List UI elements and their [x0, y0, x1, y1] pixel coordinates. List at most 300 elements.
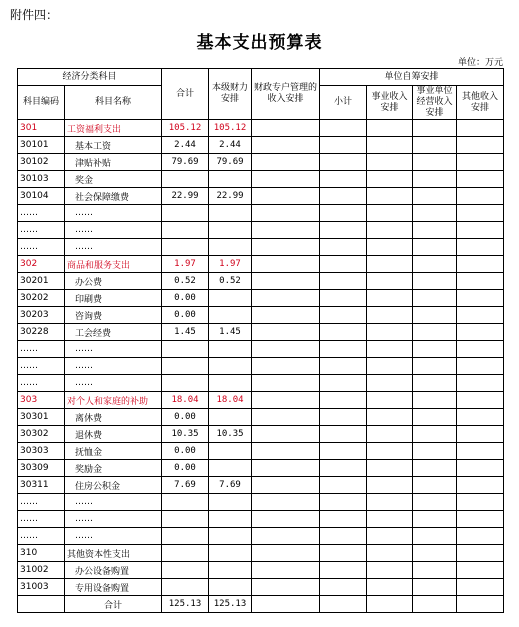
cell-other-income — [457, 324, 504, 341]
cell-name: 咨询费 — [65, 307, 162, 324]
cell-code: 30101 — [18, 137, 65, 154]
cell-own-finance — [209, 579, 252, 596]
cell-business-income — [367, 494, 413, 511]
cell-operation-income — [413, 154, 457, 171]
cell-code: …… — [18, 528, 65, 545]
cell-operation-income — [413, 443, 457, 460]
cell-own-finance — [209, 545, 252, 562]
cell-subtotal — [320, 528, 367, 545]
cell-other-income — [457, 494, 504, 511]
cell-operation-income — [413, 120, 457, 137]
cell-business-income — [367, 120, 413, 137]
cell-code: 302 — [18, 256, 65, 273]
cell-subtotal — [320, 205, 367, 222]
cell-operation-income — [413, 273, 457, 290]
cell-operation-income — [413, 511, 457, 528]
header-other-income: 其他收入安排 — [457, 86, 504, 120]
cell-subtotal — [320, 256, 367, 273]
cell-code: 30203 — [18, 307, 65, 324]
table-row — [18, 341, 504, 358]
cell-business-income — [367, 528, 413, 545]
cell-total: 2.44 — [162, 137, 209, 154]
cell-own-finance — [209, 205, 252, 222]
cell-subtotal — [320, 307, 367, 324]
cell-code: 30302 — [18, 426, 65, 443]
cell-fiscal-special — [252, 154, 320, 171]
cell-total: 10.35 — [162, 426, 209, 443]
table-row — [18, 392, 504, 409]
header-business-income: 事业收入安排 — [367, 86, 413, 120]
cell-subtotal — [320, 392, 367, 409]
header-subtotal: 小计 — [320, 86, 367, 120]
cell-total: 7.69 — [162, 477, 209, 494]
cell-name: 印刷费 — [65, 290, 162, 307]
cell-name: …… — [65, 205, 162, 222]
table-row — [18, 596, 504, 613]
cell-subtotal — [320, 460, 367, 477]
cell-subtotal — [320, 188, 367, 205]
cell-name: 办公费 — [65, 273, 162, 290]
cell-own-finance: 105.12 — [209, 120, 252, 137]
cell-business-income — [367, 239, 413, 256]
cell-subtotal — [320, 511, 367, 528]
cell-name: 基本工资 — [65, 137, 162, 154]
cell-business-income — [367, 222, 413, 239]
cell-code: 30104 — [18, 188, 65, 205]
cell-other-income — [457, 579, 504, 596]
cell-operation-income — [413, 494, 457, 511]
cell-other-income — [457, 358, 504, 375]
cell-business-income — [367, 171, 413, 188]
cell-business-income — [367, 460, 413, 477]
cell-own-finance — [209, 562, 252, 579]
table-row — [18, 375, 504, 392]
cell-name: …… — [65, 222, 162, 239]
cell-subtotal — [320, 358, 367, 375]
cell-operation-income — [413, 188, 457, 205]
cell-subtotal — [320, 545, 367, 562]
cell-business-income — [367, 375, 413, 392]
cell-operation-income — [413, 579, 457, 596]
cell-code: 30102 — [18, 154, 65, 171]
cell-subtotal — [320, 477, 367, 494]
cell-fiscal-special — [252, 358, 320, 375]
cell-operation-income — [413, 528, 457, 545]
cell-fiscal-special — [252, 409, 320, 426]
table-row — [18, 273, 504, 290]
cell-subtotal — [320, 341, 367, 358]
cell-code: 30228 — [18, 324, 65, 341]
cell-own-finance: 18.04 — [209, 392, 252, 409]
cell-total: 125.13 — [162, 596, 209, 613]
cell-own-finance — [209, 409, 252, 426]
table-row — [18, 188, 504, 205]
cell-total: 0.00 — [162, 307, 209, 324]
cell-subtotal — [320, 494, 367, 511]
cell-name: 工会经费 — [65, 324, 162, 341]
page-title: 基本支出预算表 — [196, 33, 323, 53]
cell-name: 退休费 — [65, 426, 162, 443]
cell-total: 0.00 — [162, 409, 209, 426]
cell-fiscal-special — [252, 171, 320, 188]
cell-fiscal-special — [252, 426, 320, 443]
cell-fiscal-special — [252, 443, 320, 460]
cell-business-income — [367, 511, 413, 528]
cell-own-finance: 2.44 — [209, 137, 252, 154]
cell-other-income — [457, 528, 504, 545]
cell-code: 30303 — [18, 443, 65, 460]
cell-other-income — [457, 239, 504, 256]
cell-business-income — [367, 341, 413, 358]
cell-other-income — [457, 154, 504, 171]
cell-total: 1.97 — [162, 256, 209, 273]
cell-name: 办公设备购置 — [65, 562, 162, 579]
table-row — [18, 307, 504, 324]
cell-business-income — [367, 324, 413, 341]
cell-own-finance: 1.97 — [209, 256, 252, 273]
cell-total — [162, 511, 209, 528]
table-row — [18, 409, 504, 426]
cell-other-income — [457, 273, 504, 290]
cell-business-income — [367, 477, 413, 494]
cell-total — [162, 562, 209, 579]
header-econ-class: 经济分类科目 — [18, 69, 162, 86]
cell-business-income — [367, 290, 413, 307]
table-row — [18, 222, 504, 239]
cell-operation-income — [413, 307, 457, 324]
budget-table — [17, 68, 504, 613]
table-row — [18, 477, 504, 494]
table-row — [18, 358, 504, 375]
cell-other-income — [457, 290, 504, 307]
table-row — [18, 528, 504, 545]
header-self-raised: 单位自筹安排 — [320, 69, 504, 86]
cell-total — [162, 528, 209, 545]
cell-other-income — [457, 545, 504, 562]
cell-fiscal-special — [252, 273, 320, 290]
header-name: 科目名称 — [65, 86, 162, 120]
cell-other-income — [457, 443, 504, 460]
cell-fiscal-special — [252, 222, 320, 239]
cell-business-income — [367, 256, 413, 273]
cell-other-income — [457, 222, 504, 239]
cell-subtotal — [320, 120, 367, 137]
cell-other-income — [457, 596, 504, 613]
cell-operation-income — [413, 324, 457, 341]
cell-business-income — [367, 409, 413, 426]
cell-code: 30201 — [18, 273, 65, 290]
cell-name: 对个人和家庭的补助 — [65, 392, 162, 409]
cell-fiscal-special — [252, 256, 320, 273]
cell-total — [162, 358, 209, 375]
cell-business-income — [367, 545, 413, 562]
cell-fiscal-special — [252, 290, 320, 307]
cell-total: 79.69 — [162, 154, 209, 171]
cell-own-finance — [209, 239, 252, 256]
cell-name: …… — [65, 358, 162, 375]
cell-fiscal-special — [252, 511, 320, 528]
cell-subtotal — [320, 273, 367, 290]
cell-subtotal — [320, 443, 367, 460]
cell-fiscal-special — [252, 477, 320, 494]
cell-fiscal-special — [252, 392, 320, 409]
cell-fiscal-special — [252, 375, 320, 392]
table-row — [18, 171, 504, 188]
cell-name: …… — [65, 528, 162, 545]
cell-fiscal-special — [252, 120, 320, 137]
cell-operation-income — [413, 137, 457, 154]
cell-code: 30311 — [18, 477, 65, 494]
cell-code: …… — [18, 341, 65, 358]
header-total: 合计 — [162, 69, 209, 120]
table-row — [18, 239, 504, 256]
cell-operation-income — [413, 290, 457, 307]
cell-subtotal — [320, 137, 367, 154]
cell-total — [162, 171, 209, 188]
table-row — [18, 443, 504, 460]
cell-operation-income — [413, 460, 457, 477]
cell-fiscal-special — [252, 528, 320, 545]
cell-fiscal-special — [252, 205, 320, 222]
cell-total: 22.99 — [162, 188, 209, 205]
cell-operation-income — [413, 256, 457, 273]
cell-fiscal-special — [252, 307, 320, 324]
cell-name: 商品和服务支出 — [65, 256, 162, 273]
cell-other-income — [457, 375, 504, 392]
cell-code: …… — [18, 222, 65, 239]
cell-own-finance: 1.45 — [209, 324, 252, 341]
table-body — [18, 120, 504, 613]
cell-code: …… — [18, 375, 65, 392]
cell-code: 30301 — [18, 409, 65, 426]
table-row — [18, 290, 504, 307]
cell-fiscal-special — [252, 545, 320, 562]
cell-name: 奖励金 — [65, 460, 162, 477]
cell-fiscal-special — [252, 341, 320, 358]
cell-total — [162, 341, 209, 358]
cell-operation-income — [413, 426, 457, 443]
cell-business-income — [367, 562, 413, 579]
table-row — [18, 460, 504, 477]
table-row — [18, 120, 504, 137]
cell-own-finance — [209, 290, 252, 307]
cell-total: 0.52 — [162, 273, 209, 290]
cell-subtotal — [320, 171, 367, 188]
cell-business-income — [367, 154, 413, 171]
cell-own-finance — [209, 171, 252, 188]
table-row — [18, 426, 504, 443]
cell-code: …… — [18, 494, 65, 511]
cell-own-finance — [209, 511, 252, 528]
cell-own-finance — [209, 460, 252, 477]
cell-own-finance: 22.99 — [209, 188, 252, 205]
cell-code: 30202 — [18, 290, 65, 307]
cell-other-income — [457, 171, 504, 188]
cell-code: 30309 — [18, 460, 65, 477]
cell-operation-income — [413, 358, 457, 375]
table-row — [18, 579, 504, 596]
cell-other-income — [457, 426, 504, 443]
header-operation-income: 事业单位经营收入安排 — [413, 86, 457, 120]
cell-total — [162, 545, 209, 562]
cell-other-income — [457, 460, 504, 477]
table-row — [18, 324, 504, 341]
cell-fiscal-special — [252, 494, 320, 511]
cell-other-income — [457, 307, 504, 324]
cell-other-income — [457, 477, 504, 494]
cell-own-finance — [209, 341, 252, 358]
cell-subtotal — [320, 290, 367, 307]
cell-own-finance: 7.69 — [209, 477, 252, 494]
cell-own-finance — [209, 358, 252, 375]
cell-other-income — [457, 392, 504, 409]
cell-fiscal-special — [252, 239, 320, 256]
cell-code: 303 — [18, 392, 65, 409]
cell-subtotal — [320, 222, 367, 239]
cell-business-income — [367, 137, 413, 154]
cell-fiscal-special — [252, 324, 320, 341]
cell-total: 0.00 — [162, 443, 209, 460]
table-row — [18, 494, 504, 511]
cell-code: …… — [18, 511, 65, 528]
cell-operation-income — [413, 477, 457, 494]
cell-operation-income — [413, 596, 457, 613]
cell-total — [162, 222, 209, 239]
cell-own-finance — [209, 443, 252, 460]
cell-name: …… — [65, 511, 162, 528]
cell-own-finance: 125.13 — [209, 596, 252, 613]
cell-operation-income — [413, 171, 457, 188]
cell-fiscal-special — [252, 137, 320, 154]
cell-business-income — [367, 358, 413, 375]
table-row — [18, 562, 504, 579]
cell-operation-income — [413, 392, 457, 409]
cell-code: …… — [18, 239, 65, 256]
cell-business-income — [367, 273, 413, 290]
cell-code — [18, 596, 65, 613]
cell-name: 津贴补贴 — [65, 154, 162, 171]
cell-code: …… — [18, 205, 65, 222]
cell-own-finance — [209, 494, 252, 511]
cell-business-income — [367, 443, 413, 460]
cell-operation-income — [413, 341, 457, 358]
cell-other-income — [457, 137, 504, 154]
cell-other-income — [457, 562, 504, 579]
cell-operation-income — [413, 545, 457, 562]
cell-business-income — [367, 188, 413, 205]
cell-subtotal — [320, 375, 367, 392]
attachment-label: 附件四： — [10, 8, 59, 22]
cell-name: 社会保障缴费 — [65, 188, 162, 205]
cell-total: 105.12 — [162, 120, 209, 137]
cell-own-finance: 79.69 — [209, 154, 252, 171]
cell-operation-income — [413, 562, 457, 579]
cell-name: 抚恤金 — [65, 443, 162, 460]
cell-total — [162, 239, 209, 256]
table-row — [18, 511, 504, 528]
cell-own-finance: 10.35 — [209, 426, 252, 443]
cell-other-income — [457, 120, 504, 137]
unit-label: 单位：万元 — [457, 58, 503, 68]
cell-other-income — [457, 205, 504, 222]
cell-total: 1.45 — [162, 324, 209, 341]
cell-total: 18.04 — [162, 392, 209, 409]
cell-subtotal — [320, 596, 367, 613]
cell-other-income — [457, 511, 504, 528]
cell-name: 专用设备购置 — [65, 579, 162, 596]
header-own-finance: 本级财力安排 — [209, 69, 252, 120]
cell-name: …… — [65, 375, 162, 392]
cell-own-finance — [209, 307, 252, 324]
cell-subtotal — [320, 562, 367, 579]
cell-other-income — [457, 188, 504, 205]
cell-own-finance — [209, 222, 252, 239]
cell-total: 0.00 — [162, 290, 209, 307]
cell-code: …… — [18, 358, 65, 375]
cell-fiscal-special — [252, 579, 320, 596]
cell-fiscal-special — [252, 188, 320, 205]
cell-operation-income — [413, 239, 457, 256]
cell-total: 0.00 — [162, 460, 209, 477]
cell-subtotal — [320, 154, 367, 171]
cell-total — [162, 579, 209, 596]
cell-name: …… — [65, 494, 162, 511]
table-row — [18, 256, 504, 273]
cell-total — [162, 205, 209, 222]
cell-operation-income — [413, 409, 457, 426]
cell-code: 31003 — [18, 579, 65, 596]
cell-operation-income — [413, 222, 457, 239]
header-fiscal-special: 财政专户管理的收入安排 — [252, 69, 320, 120]
cell-business-income — [367, 579, 413, 596]
cell-name: …… — [65, 239, 162, 256]
cell-fiscal-special — [252, 562, 320, 579]
cell-business-income — [367, 426, 413, 443]
cell-operation-income — [413, 205, 457, 222]
table-row — [18, 154, 504, 171]
cell-other-income — [457, 409, 504, 426]
cell-name: 住房公积金 — [65, 477, 162, 494]
cell-business-income — [367, 392, 413, 409]
cell-own-finance — [209, 528, 252, 545]
cell-code: 30103 — [18, 171, 65, 188]
cell-code: 31002 — [18, 562, 65, 579]
cell-name: 合计 — [65, 596, 162, 613]
cell-business-income — [367, 307, 413, 324]
cell-name: 奖金 — [65, 171, 162, 188]
cell-total — [162, 375, 209, 392]
cell-name: …… — [65, 341, 162, 358]
cell-business-income — [367, 596, 413, 613]
cell-total — [162, 494, 209, 511]
cell-code: 301 — [18, 120, 65, 137]
table-row — [18, 545, 504, 562]
cell-name: 工资福利支出 — [65, 120, 162, 137]
header-code: 科目编码 — [18, 86, 65, 120]
cell-own-finance: 0.52 — [209, 273, 252, 290]
cell-subtotal — [320, 409, 367, 426]
cell-own-finance — [209, 375, 252, 392]
cell-other-income — [457, 256, 504, 273]
table-row — [18, 205, 504, 222]
cell-fiscal-special — [252, 596, 320, 613]
cell-business-income — [367, 205, 413, 222]
cell-code: 310 — [18, 545, 65, 562]
cell-subtotal — [320, 426, 367, 443]
cell-name: 其他资本性支出 — [65, 545, 162, 562]
cell-operation-income — [413, 375, 457, 392]
cell-subtotal — [320, 579, 367, 596]
